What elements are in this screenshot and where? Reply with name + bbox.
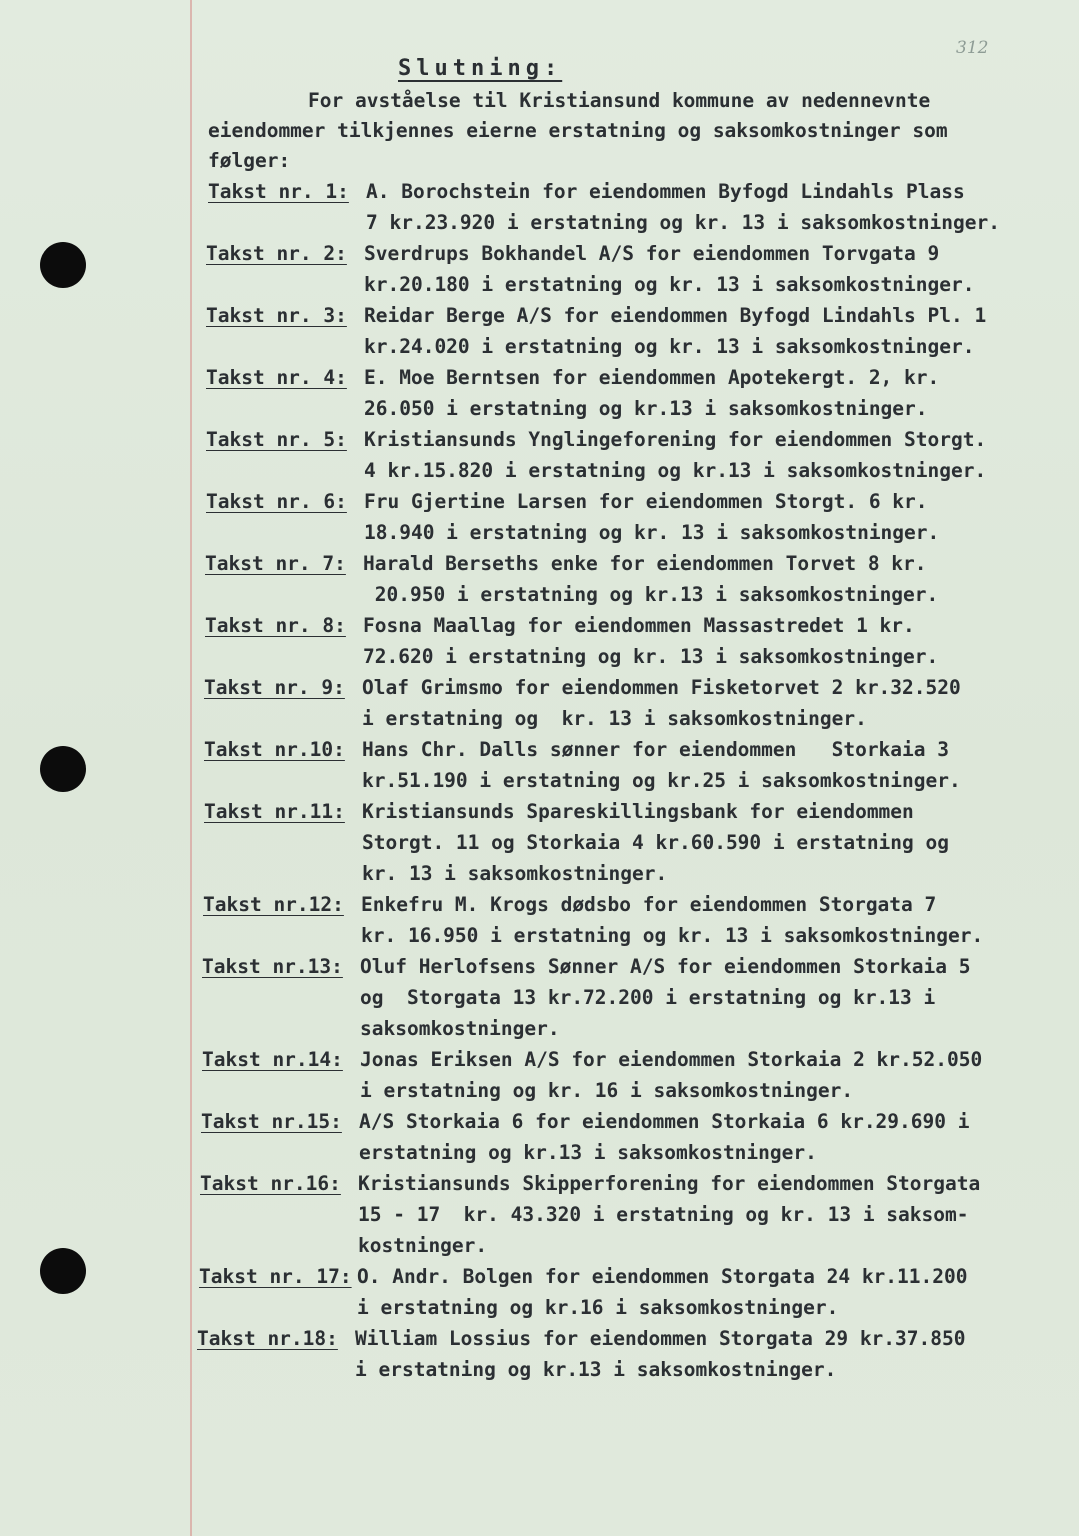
entries-list <box>197 176 1060 1385</box>
entry-label: Takst nr.14: <box>202 1048 343 1071</box>
entry-takst-2 <box>206 238 1060 300</box>
entry-text: Kristiansunds Ynglingeforening for eiendommen Storgt. 4 kr.15.820 i erstatning og kr.13 i saksomkostninger. <box>364 428 987 482</box>
entry-text: Oluf Herlofsens Sønner A/S for eiendommen Storkaia 5 og Storgata 13 kr.72.200 i erstatning og kr.13 i saksomkostninger. <box>360 955 971 1040</box>
punch-hole-bottom <box>40 1248 86 1294</box>
entry-label: Takst nr. 3: <box>206 304 347 327</box>
intro-paragraph: For avståelse til Kristiansund kommune av nedennevnte eiendommer tilkjennes eierne erstatning og saksomkostninger som følger: <box>208 89 948 172</box>
punch-hole-top <box>40 242 86 288</box>
entry-text: A/S Storkaia 6 for eiendommen Storkaia 6 kr.29.690 i erstatning og kr.13 i saksomkostninger. <box>359 1110 970 1164</box>
entry-takst-5 <box>206 424 1060 486</box>
entry-label: Takst nr. 9: <box>204 676 345 699</box>
entry-label: Takst nr. 4: <box>206 366 347 389</box>
entry-takst-16 <box>200 1168 1060 1261</box>
entry-text: Olaf Grimsmo for eiendommen Fisketorvet 2 kr.32.520 i erstatning og kr. 13 i saksomkostninger. <box>362 676 961 730</box>
entry-label: Takst nr.16: <box>200 1172 341 1195</box>
entry-takst-14 <box>202 1044 1060 1106</box>
entry-takst-9 <box>204 672 1060 734</box>
entry-text: Enkefru M. Krogs dødsbo for eiendommen Storgata 7 kr. 16.950 i erstatning og kr. 13 i saksomkostninger. <box>361 893 984 947</box>
entry-label: Takst nr.15: <box>201 1110 342 1133</box>
entry-takst-12 <box>203 889 1060 951</box>
entry-label: Takst nr. 2: <box>206 242 347 265</box>
entry-label: Takst nr. 1: <box>208 180 349 203</box>
entry-takst-7 <box>205 548 1060 610</box>
document-title: Slutning: <box>398 56 563 81</box>
punch-hole-middle <box>40 746 86 792</box>
entry-takst-8 <box>205 610 1060 672</box>
entry-takst-1 <box>208 176 1060 238</box>
entry-text: Kristiansunds Spareskillingsbank for eiendommen Storgt. 11 og Storkaia 4 kr.60.590 i erstatning og kr. 13 i saksomkostninger. <box>362 800 949 885</box>
entry-label: Takst nr.12: <box>203 893 344 916</box>
entry-label: Takst nr.10: <box>204 738 345 761</box>
margin-line <box>190 0 192 1536</box>
entry-label: Takst nr. 5: <box>206 428 347 451</box>
entry-takst-11 <box>204 796 1060 889</box>
entry-takst-6 <box>206 486 1060 548</box>
entry-takst-17 <box>199 1261 1060 1323</box>
entry-text: Fru Gjertine Larsen for eiendommen Storgt. 6 kr. 18.940 i erstatning og kr. 13 i saksomkostninger. <box>364 490 940 544</box>
entry-label: Takst nr.13: <box>202 955 343 978</box>
entry-text: Hans Chr. Dalls sønner for eiendommen Storkaia 3 kr.51.190 i erstatning og kr.25 i saksomkostninger. <box>362 738 961 792</box>
entry-takst-13 <box>202 951 1060 1044</box>
entry-takst-4 <box>206 362 1060 424</box>
entry-text: Kristiansunds Skipperforening for eiendommen Storgata 15 - 17 kr. 43.320 i erstatning og kr. 13 i saksom- kostninger. <box>358 1172 981 1257</box>
entry-text: William Lossius for eiendommen Storgata 29 kr.37.850 i erstatning og kr.13 i saksomkostninger. <box>355 1327 966 1381</box>
entry-takst-18 <box>197 1323 1060 1385</box>
entry-takst-10 <box>204 734 1060 796</box>
entry-text: Fosna Maallag for eiendommen Massastredet 1 kr. 72.620 i erstatning og kr. 13 i saksomkostninger. <box>363 614 939 668</box>
page-number: 312 <box>956 38 989 58</box>
entry-text: Reidar Berge A/S for eiendommen Byfogd Lindahls Pl. 1 kr.24.020 i erstatning og kr. 13 i saksomkostninger. <box>364 304 987 358</box>
entry-label: Takst nr. 17: <box>199 1265 352 1288</box>
entry-text: Sverdrups Bokhandel A/S for eiendommen Torvgata 9 kr.20.180 i erstatning og kr. 13 i saksomkostninger. <box>364 242 975 296</box>
entry-label: Takst nr. 8: <box>205 614 346 637</box>
entry-label: Takst nr.11: <box>204 800 345 823</box>
entry-text: E. Moe Berntsen for eiendommen Apotekergt. 2, kr. 26.050 i erstatning og kr.13 i saksomkostninger. <box>364 366 940 420</box>
entry-text: Jonas Eriksen A/S for eiendommen Storkaia 2 kr.52.050 i erstatning og kr. 16 i saksomkostninger. <box>360 1048 983 1102</box>
entry-label: Takst nr. 7: <box>205 552 346 575</box>
entry-label: Takst nr. 6: <box>206 490 347 513</box>
entry-takst-15 <box>201 1106 1060 1168</box>
entry-text: A. Borochstein for eiendommen Byfogd Lindahls Plass 7 kr.23.920 i erstatning og kr. 13 i saksomkostninger. <box>366 180 1000 234</box>
entry-text: Harald Berseths enke for eiendommen Torvet 8 kr. 20.950 i erstatning og kr.13 i saksomkostninger. <box>363 552 939 606</box>
entry-takst-3 <box>206 300 1060 362</box>
entry-label: Takst nr.18: <box>197 1327 338 1350</box>
entry-text: O. Andr. Bolgen for eiendommen Storgata 24 kr.11.200 i erstatning og kr.16 i saksomkostninger. <box>357 1265 968 1319</box>
